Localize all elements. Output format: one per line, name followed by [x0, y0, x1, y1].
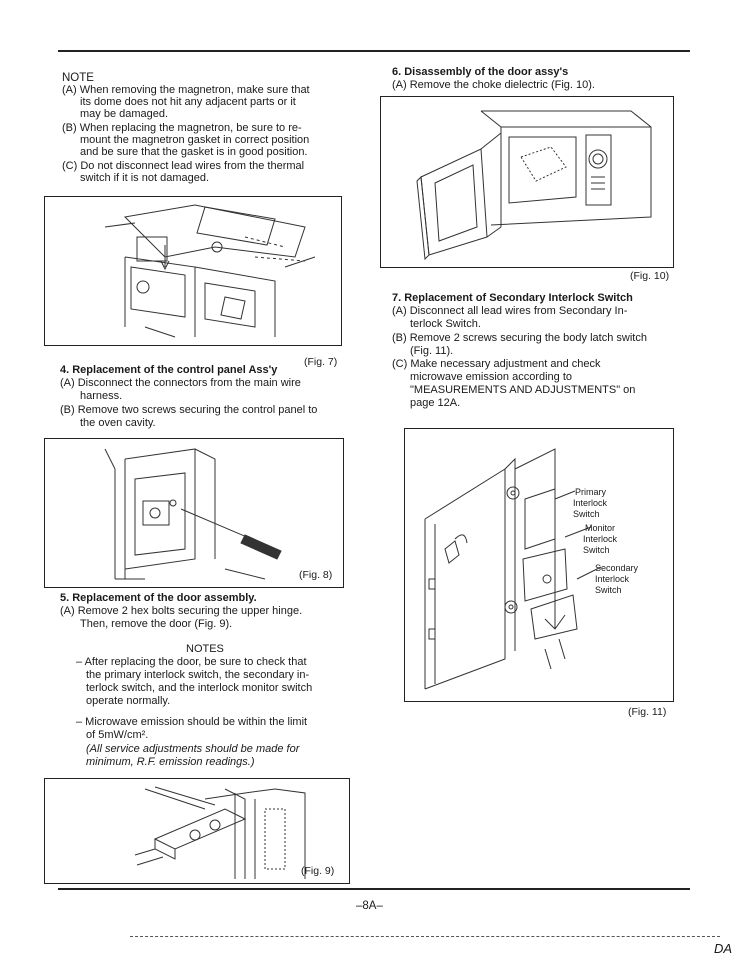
- note-line: may be damaged.: [80, 108, 169, 120]
- microwave-door-open-illustration: [381, 97, 673, 267]
- monitor-label: Monitor: [585, 523, 616, 533]
- section-7-line: terlock Switch.: [410, 318, 481, 330]
- notes-line: – Microwave emission should be within the limit: [76, 716, 308, 728]
- section-4-heading: 4. Replacement of the control panel Ass'y: [60, 364, 278, 376]
- section-4-line: harness.: [80, 390, 123, 402]
- notes-line: the primary interlock switch, the secondary in-: [86, 669, 310, 681]
- section-7-line: "MEASUREMENTS AND ADJUSTMENTS" on: [410, 384, 636, 396]
- notes-line: operate normally.: [86, 695, 171, 707]
- note-line: switch if it is not damaged.: [80, 172, 210, 184]
- figure-7: [44, 196, 342, 346]
- figure-10: [380, 96, 674, 268]
- section-7-heading: 7. Replacement of Secondary Interlock Switch: [392, 292, 633, 304]
- section-6-line: (A) Remove the choke dielectric (Fig. 10).: [392, 79, 595, 91]
- monitor-label: Switch: [583, 545, 610, 555]
- section-7-line: (C) Make necessary adjustment and check: [392, 358, 601, 370]
- primary-label: Switch: [573, 509, 600, 519]
- section-5-line: Then, remove the door (Fig. 9).: [80, 618, 233, 630]
- figure-11-caption: (Fig. 11): [628, 706, 667, 718]
- notes-line: of 5mW/cm².: [86, 729, 149, 741]
- note-title: NOTE: [62, 72, 94, 84]
- dotted-scan-line: [130, 936, 720, 937]
- top-rule: [58, 50, 690, 52]
- page-number: –8A–: [356, 900, 383, 912]
- section-4-line: (A) Disconnect the connectors from the main wire: [60, 377, 301, 389]
- section-5-line: (A) Remove 2 hex bolts securing the upper hinge.: [60, 605, 303, 617]
- figure-8-caption: (Fig. 8): [299, 569, 333, 581]
- section-7-line: page 12A.: [410, 397, 461, 409]
- bottom-rule: [58, 888, 690, 890]
- note-line: (A) When removing the magnetron, make sure that: [62, 84, 310, 96]
- notes-line: – After replacing the door, be sure to check that: [76, 656, 307, 668]
- magnetron-illustration: [45, 197, 341, 345]
- section-7-line: (B) Remove 2 screws securing the body latch switch: [392, 332, 647, 344]
- figure-7-caption: (Fig. 7): [304, 356, 338, 368]
- notes-line: terlock switch, and the interlock monitor switch: [86, 682, 313, 694]
- figure-8: [44, 438, 344, 588]
- section-4-line: the oven cavity.: [80, 417, 156, 429]
- corner-mark: DA: [714, 941, 733, 956]
- note-line: its dome does not hit any adjacent parts or it: [80, 96, 296, 108]
- figure-9-caption: (Fig. 9): [301, 865, 335, 877]
- primary-label: Interlock: [573, 498, 608, 508]
- secondary-label: Switch: [595, 585, 622, 595]
- section-5-heading: 5. Replacement of the door assembly.: [60, 592, 257, 604]
- notes-italic-line: (All service adjustments should be made for: [86, 743, 300, 755]
- section-7-line: (A) Disconnect all lead wires from Secondary In-: [392, 305, 628, 317]
- monitor-label: Interlock: [583, 534, 618, 544]
- figure-11: [404, 428, 674, 702]
- notes-italic-line: minimum, R.F. emission readings.): [86, 756, 255, 768]
- note-line: (B) When replacing the magnetron, be sure to re-: [62, 122, 302, 134]
- primary-label: Primary: [575, 487, 606, 497]
- section-4-line: (B) Remove two screws securing the control panel to: [60, 404, 318, 416]
- note-line: and be sure that the gasket is in good position.: [80, 146, 308, 158]
- section-7-line: (Fig. 11).: [410, 345, 454, 357]
- note-line: mount the magnetron gasket in correct position: [80, 134, 310, 146]
- secondary-label: Interlock: [595, 574, 630, 584]
- control-panel-illustration: [45, 439, 343, 587]
- notes-title: NOTES: [186, 643, 224, 655]
- section-6-heading: 6. Disassembly of the door assy's: [392, 66, 569, 78]
- figure-10-caption: (Fig. 10): [630, 270, 670, 282]
- section-7-line: microwave emission according to: [410, 371, 573, 383]
- figure-9: [44, 778, 350, 884]
- note-line: (C) Do not disconnect lead wires from the thermal: [62, 160, 305, 172]
- secondary-label: Secondary: [595, 563, 639, 573]
